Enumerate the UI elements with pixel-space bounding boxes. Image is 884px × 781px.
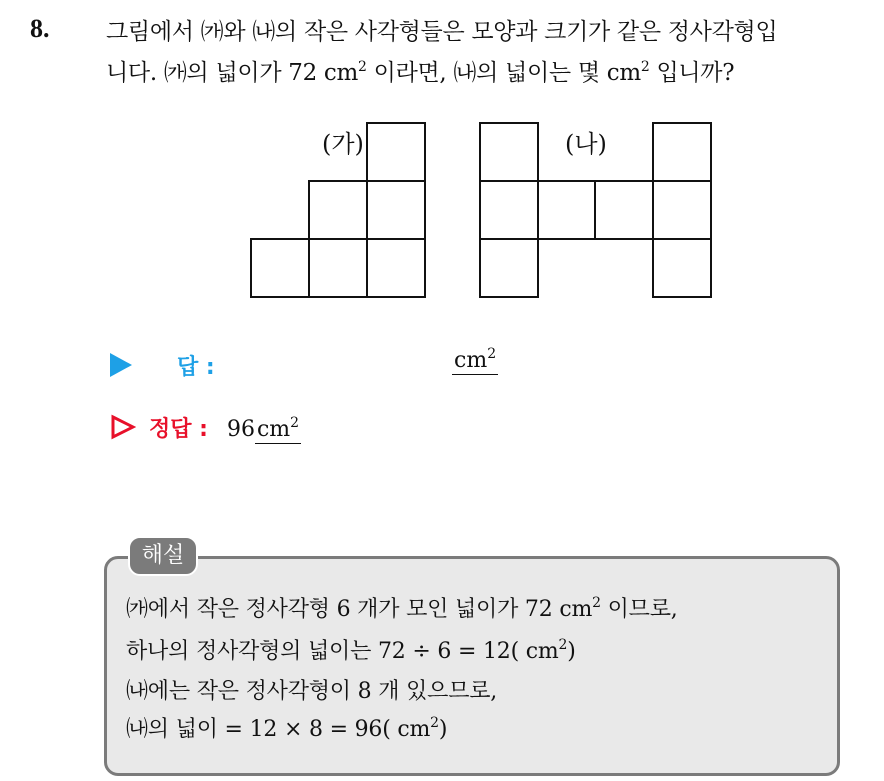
answer-label: 답 : xyxy=(177,355,215,380)
explanation-text-part: ㈎에서 작은 정사각형 6 개가 모인 넓이가 72 cm xyxy=(126,597,593,622)
square-cell xyxy=(309,181,367,239)
square-cell xyxy=(367,123,425,181)
superscript: 2 xyxy=(558,637,568,653)
square-cell xyxy=(309,239,367,297)
square-cell xyxy=(367,181,425,239)
correct-value: 96 xyxy=(226,417,255,442)
figure-label-ga: (가) xyxy=(322,130,364,158)
explanation-text-part: 이므로, xyxy=(600,597,678,622)
square-cell xyxy=(480,123,538,181)
explanation-line2 xyxy=(126,634,576,665)
explanation-text-part: ㈏의 넓이 = 12 × 8 = 96( cm xyxy=(126,717,431,742)
square-figures xyxy=(250,120,720,305)
question-text-line1: 그림에서 ㈎와 ㈏의 작은 사각형들은 모양과 크기가 같은 정사각형입 xyxy=(106,19,778,45)
explanation-text-part: ) xyxy=(438,717,448,742)
explanation-line4 xyxy=(126,712,447,743)
superscript: 2 xyxy=(430,715,439,731)
explanation-panel xyxy=(104,556,840,776)
question-text-part: 니다. ㈎의 넓이가 72 cm xyxy=(106,60,359,86)
superscript: 2 xyxy=(358,59,367,75)
square-cell xyxy=(538,181,595,239)
explanation-tab: 해설 xyxy=(128,536,198,576)
explanation-line3: ㈏에는 작은 정사각형이 8 개 있으므로, xyxy=(126,679,498,704)
superscript: 2 xyxy=(640,59,650,75)
square-cell xyxy=(480,239,538,297)
question-number: 8. xyxy=(30,14,50,43)
square-cell xyxy=(653,123,711,181)
superscript: 2 xyxy=(592,595,601,611)
outline-triangle-icon xyxy=(110,414,136,440)
correct-unit xyxy=(255,417,301,444)
square-cell xyxy=(480,181,538,239)
question-text-part: 입니까? xyxy=(649,60,735,86)
superscript: 2 xyxy=(487,346,497,362)
answer-blank[interactable] xyxy=(452,348,498,373)
square-cell xyxy=(653,181,711,239)
explanation-line1 xyxy=(126,592,678,623)
unit-text: cm xyxy=(256,417,291,442)
correct-answer-row xyxy=(110,412,301,443)
answer-row xyxy=(110,350,215,381)
play-triangle-icon xyxy=(110,353,132,377)
unit-text: cm xyxy=(454,348,488,373)
explanation-text-part: 하나의 정사각형의 넓이는 72 ÷ 6 = 12( cm xyxy=(126,639,559,664)
correct-label: 정답 : xyxy=(149,417,208,442)
question-text-part: 이라면, ㈏의 넓이는 몇 cm xyxy=(366,60,641,86)
square-cell xyxy=(595,181,653,239)
superscript: 2 xyxy=(290,415,300,431)
square-cell xyxy=(251,239,309,297)
square-cell xyxy=(653,239,711,297)
answer-unit xyxy=(452,348,498,375)
explanation-text-part: ) xyxy=(567,639,576,664)
question-text-line2 xyxy=(106,54,734,87)
square-cell xyxy=(367,239,425,297)
figure-label-na: (나) xyxy=(565,130,607,158)
